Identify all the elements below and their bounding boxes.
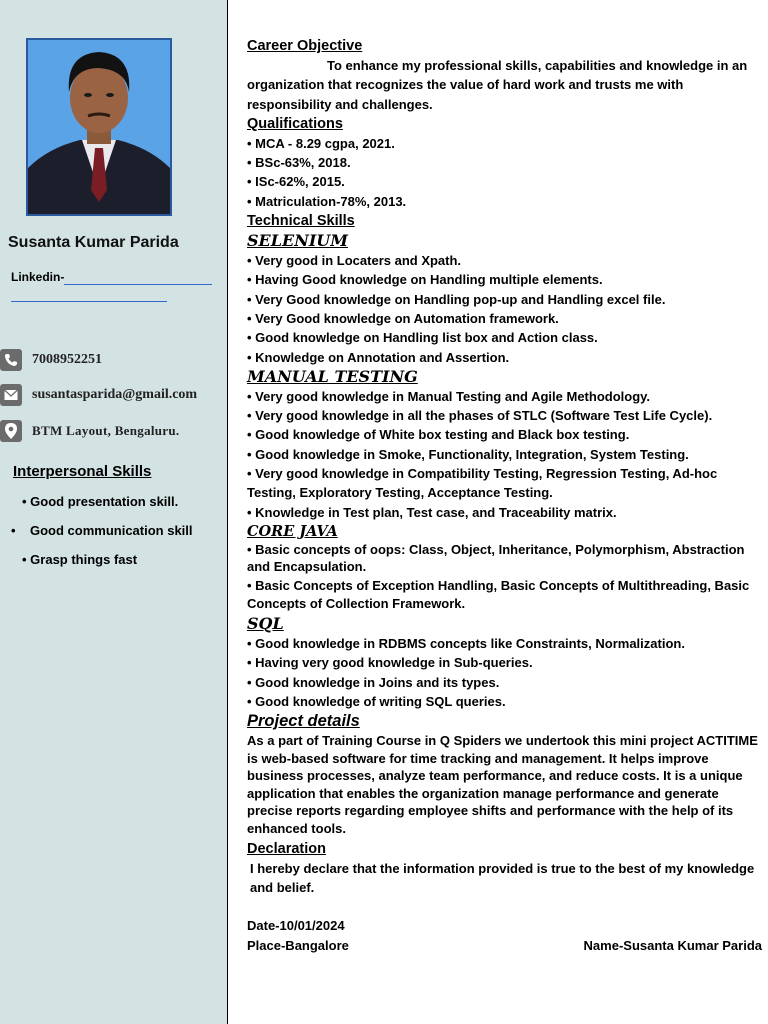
career-objective-line1: To enhance my professional skills, capabilities and knowledge in an: [327, 58, 748, 73]
email-row: [0, 384, 197, 406]
sql-item: • Good knowledge in Joins and its types.: [247, 674, 500, 690]
core-java-item: • Basic Concepts of Exception Handling, Basic Concepts of Multithreading, Basic Concepts of Collection Framework.: [247, 578, 750, 611]
address: BTM Layout, Bengaluru.: [32, 423, 180, 438]
linkedin-link-line-2[interactable]: [11, 301, 167, 302]
signature-name: Name-Susanta Kumar Parida: [583, 937, 762, 953]
mail-icon: [0, 384, 22, 406]
qualification-item: • ISc-62%, 2015.: [247, 174, 345, 190]
selenium-item: • Very Good knowledge on Handling pop-up and Handling excel file.: [247, 291, 666, 307]
phone-row: [0, 349, 102, 371]
selenium-item: • Good knowledge on Handling list box and Action class.: [247, 330, 598, 346]
place: Place-Bangalore: [247, 937, 349, 953]
qualification-item: • MCA - 8.29 cgpa, 2021.: [247, 135, 395, 151]
selenium-heading: SELENIUM: [247, 231, 348, 251]
sql-heading: SQL: [247, 613, 284, 633]
phone-number[interactable]: 7008952251: [32, 352, 102, 367]
candidate-name: Susanta Kumar Parida: [8, 234, 179, 251]
selenium-item: • Knowledge on Annotation and Assertion.: [247, 349, 510, 365]
qualifications-heading: Qualifications: [247, 115, 343, 132]
career-objective-heading: Career Objective: [247, 38, 363, 54]
project-details-heading: Project details: [247, 712, 360, 731]
profile-photo: [26, 38, 172, 216]
location-pin-icon: [0, 420, 22, 442]
sql-item: • Good knowledge in RDBMS concepts like Constraints, Normalization.: [247, 635, 685, 651]
manual-testing-item: • Very good knowledge in Compatibility Testing, Regression Testing, Ad-hoc Testing, Exploratory Testing, Acceptance Testing.: [247, 466, 718, 501]
sql-item: • Having very good knowledge in Sub-queries.: [247, 655, 533, 671]
interpersonal-skill: • Grasp things fast: [22, 552, 138, 567]
phone-icon: [0, 349, 22, 371]
address-row: [0, 420, 179, 442]
linkedin-label: Linkedin-: [11, 270, 65, 284]
linkedin-link-line[interactable]: [64, 284, 212, 285]
declaration-heading: Declaration: [247, 840, 326, 857]
selenium-item: • Having Good knowledge on Handling multiple elements.: [247, 272, 603, 288]
career-objective-text: organization that recognizes the value of hard work and trusts me with responsibility and challenges.: [247, 77, 684, 112]
technical-skills-heading: Technical Skills: [247, 213, 355, 230]
manual-testing-item: • Very good knowledge in all the phases of STLC (Software Test Life Cycle).: [247, 408, 713, 424]
signature-row: [247, 936, 762, 955]
sidebar: [0, 0, 228, 1024]
declaration-text: I hereby declare that the information provided is true to the best of my knowledge and belief.: [250, 860, 755, 895]
email-address[interactable]: susantasparida@gmail.com: [32, 387, 198, 402]
sql-item: • Good knowledge of writing SQL queries.: [247, 693, 506, 709]
manual-testing-item: • Good knowledge in Smoke, Functionality, Integration, System Testing.: [247, 446, 689, 462]
qualification-item: • Matriculation-78%, 2013.: [247, 193, 407, 209]
interpersonal-skill: • Good communication skill: [11, 523, 193, 538]
core-java-item: • Basic concepts of oops: Class, Object, Inheritance, Polymorphism, Abstraction and Encapsulation.: [247, 541, 745, 575]
core-java-heading: CORE JAVA: [247, 522, 338, 540]
manual-testing-item: • Good knowledge of White box testing and Black box testing.: [247, 427, 630, 443]
selenium-item: • Very Good knowledge on Automation framework.: [247, 310, 559, 326]
qualification-item: • BSc-63%, 2018.: [247, 155, 351, 171]
project-description: As a part of Training Course in Q Spiders we undertook this mini project ACTITIME is web-based software for time tracking and management. It helps improve business processes, analyze team performance, and reduce costs. It is a unique application that enables the organization manage performance and generate precise reports regarding employee shifts and performance with the help of its enhanced tools.: [247, 733, 758, 836]
manual-testing-heading: MANUAL TESTING: [247, 366, 418, 386]
selenium-item: • Very good in Locaters and Xpath.: [247, 253, 462, 269]
resume-main: [247, 36, 762, 955]
date: Date-10/01/2024: [247, 918, 345, 934]
interpersonal-skills-heading: Interpersonal Skills: [13, 463, 152, 480]
interpersonal-skill: • Good presentation skill.: [22, 494, 179, 509]
manual-testing-item: • Knowledge in Test plan, Test case, and Traceability matrix.: [247, 504, 617, 520]
manual-testing-item: • Very good knowledge in Manual Testing and Agile Methodology.: [247, 388, 651, 404]
